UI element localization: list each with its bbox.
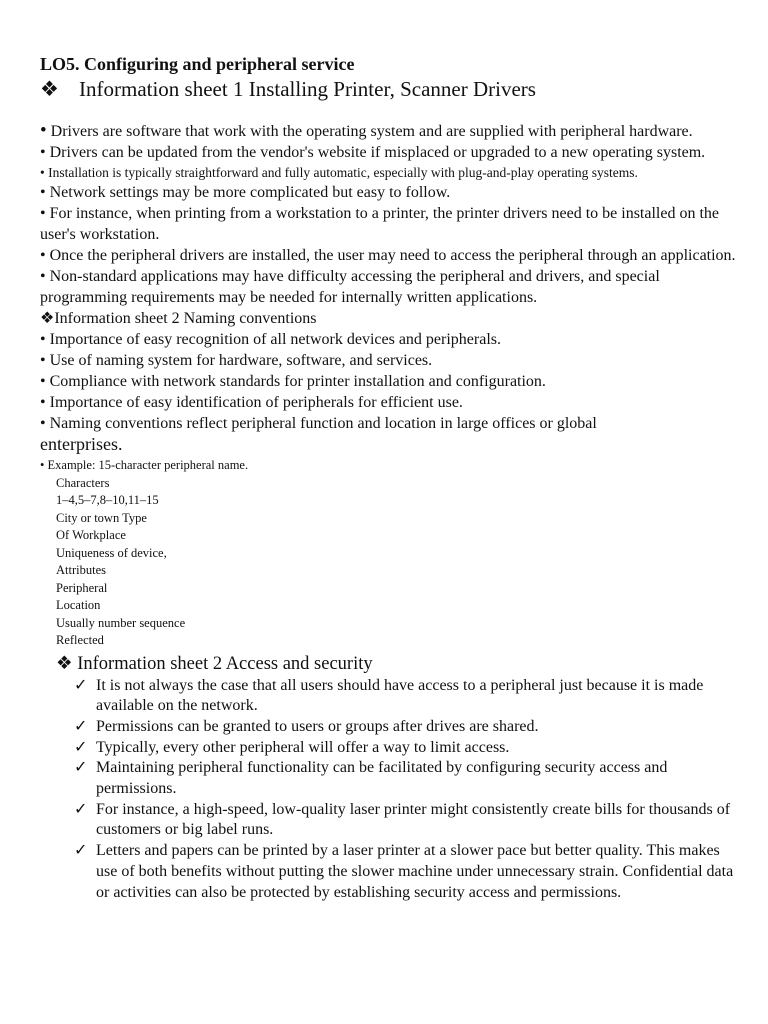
bullet-item [40, 266, 740, 308]
bullet-icon: • [40, 120, 47, 141]
bullet-item [40, 182, 740, 203]
example-detail-line: Attributes [56, 563, 106, 577]
example-detail-line: Reflected [56, 633, 104, 647]
bullet-text: Drivers can be updated from the vendor's website if misplaced or upgraded to a new operating system. [45, 144, 706, 161]
example-detail-line: Peripheral [56, 580, 108, 595]
example-detail-line: Of Workplace [56, 528, 126, 542]
info-sheet-1-heading [40, 75, 740, 103]
checklist-text: Typically, every other peripheral will offer a way to limit access. [96, 738, 510, 756]
bullet-icon: • [40, 165, 45, 180]
document-page [40, 53, 740, 903]
example-detail-line: Location [56, 598, 101, 612]
checkmark-icon: ✓ [74, 800, 88, 818]
checklist-text: Maintaining peripheral functionality can be facilitated by configuring security access and permissions. [96, 759, 668, 798]
info-sheet-2-heading [40, 308, 740, 329]
example-detail-line: Usually number sequence [56, 615, 186, 630]
bullet-text-tail: enterprises. [40, 434, 123, 454]
bullet-icon: • [40, 331, 46, 348]
bullet-icon: • [40, 352, 46, 369]
bullet-item [40, 350, 740, 371]
bullet-item [40, 329, 740, 350]
bullet-icon: • [40, 394, 46, 411]
example-detail-line: 1–4,5–7,8–10,11–15 [56, 493, 159, 507]
checklist-item [74, 800, 740, 841]
example-line [40, 457, 740, 474]
checklist-item [74, 738, 740, 759]
checklist-item [74, 717, 740, 738]
checklist-item [74, 676, 740, 717]
document-title: LO5. Configuring and peripheral service [40, 54, 355, 74]
checklist-text: For instance, a high-speed, low-quality laser printer might consistently create bills for thousands of customers or big label runs. [96, 800, 731, 839]
checkmark-icon: ✓ [74, 717, 88, 735]
diamond-bullet-icon: ❖ [40, 77, 59, 101]
bullet-icon: • [40, 268, 46, 285]
bullet-icon: • [40, 144, 46, 161]
checkmark-icon: ✓ [74, 738, 88, 756]
bullet-item [40, 413, 740, 456]
example-detail-line: Uniqueness of device, [56, 545, 167, 560]
bullet-icon: • [40, 458, 45, 472]
example-detail-line: City or town Type [56, 510, 147, 525]
bullet-item [40, 120, 740, 142]
checkmark-icon: ✓ [74, 759, 88, 777]
bullet-text: Network settings may be more complicated but easy to follow. [45, 184, 451, 201]
bullet-text: Once the peripheral drivers are installed, the user may need to access the peripheral through an application. [45, 247, 736, 264]
bullet-icon: • [40, 373, 46, 390]
bullet-item [40, 371, 740, 392]
bullet-text: Installation is typically straightforward and fully automatic, especially with plug-and-play operating systems. [44, 165, 638, 180]
checklist-item [74, 758, 740, 799]
bullet-icon: • [40, 184, 46, 201]
example-details [56, 475, 740, 649]
bullet-text: Importance of easy recognition of all network devices and peripherals. [45, 331, 501, 348]
bullet-item [40, 245, 740, 266]
bullet-text: Non-standard applications may have difficulty accessing the peripheral and drivers, and special programming requirements may be needed for internally written applications. [40, 268, 660, 306]
checklist-text: Letters and papers can be printed by a laser printer at a slower pace but better quality. This makes use of both benefits without putting the slower machine under unnecessary strain. Confidential data or activities can also be protected by establishing security access and permissions. [96, 842, 734, 901]
example-text: Example: 15-character peripheral name. [44, 458, 249, 472]
bullet-icon: • [40, 415, 46, 432]
bullet-item [40, 203, 740, 245]
example-detail-line: Characters [56, 475, 110, 490]
bullet-text: For instance, when printing from a workstation to a printer, the printer drivers need to be installed on the user's workstation. [40, 205, 720, 243]
info-sheet-3-title: Information sheet 2 Access and security [77, 653, 373, 674]
bullet-text: Use of naming system for hardware, software, and services. [45, 352, 433, 369]
checklist-item [74, 841, 740, 903]
checkmark-icon: ✓ [74, 842, 88, 860]
info-sheet-1-title: Information sheet 1 Installing Printer, Scanner Drivers [79, 77, 536, 101]
info-sheet-2-title: Information sheet 2 Naming conventions [54, 310, 317, 327]
diamond-bullet-icon: ❖ [40, 310, 55, 327]
checklist-text: Permissions can be granted to users or groups after drives are shared. [96, 717, 539, 735]
access-security-checklist [74, 676, 740, 904]
diamond-bullet-icon: ❖ [56, 653, 73, 674]
bullet-icon: • [40, 205, 46, 222]
bullet-text: Importance of easy identification of peripherals for efficient use. [45, 394, 463, 411]
info-sheet-3-heading [56, 652, 740, 676]
checkmark-icon: ✓ [74, 676, 88, 694]
checklist-text: It is not always the case that all users should have access to a peripheral just because it is made available on the network. [96, 676, 704, 715]
bullet-icon: • [40, 247, 46, 264]
bullet-item [40, 392, 740, 413]
bullet-text: Drivers are software that work with the operating system and are supplied with peripheral hardware. [46, 123, 693, 140]
bullet-text: Naming conventions reflect peripheral function and location in large offices or global [45, 415, 597, 432]
bullet-item [40, 163, 740, 182]
bullet-item [40, 142, 740, 163]
bullet-text: Compliance with network standards for printer installation and configuration. [45, 373, 546, 390]
